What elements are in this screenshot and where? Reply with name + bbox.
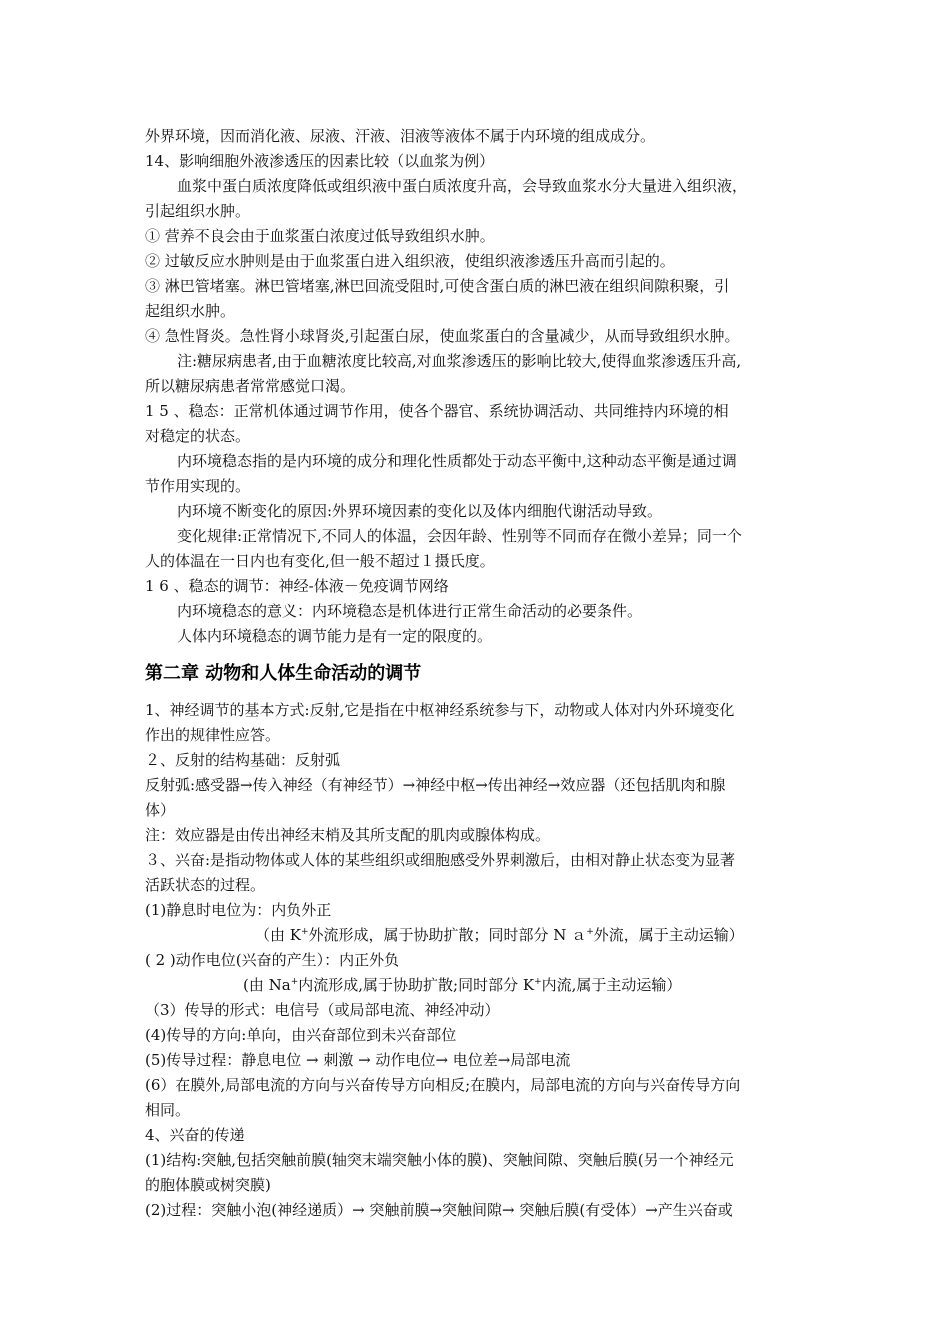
text-line: 内环境稳态指的是内环境的成分和理化性质都处于动态平衡中,这种动态平衡是通过调 [177,452,737,470]
text-line: 血浆中蛋白质浓度降低或组织液中蛋白质浓度升高，会导致血浆水分大量进入组织液， [177,177,748,195]
list-item: ② 过敏反应水肿则是由于血浆蛋白进入组织液，使组织液渗透压升高而引起的。 [145,252,675,270]
text-line: 相同。 [145,1101,191,1119]
text-segment: (由 Na [243,976,291,994]
chapter-heading: 第二章 动物和人体生命活动的调节 [145,663,422,684]
list-item: ③ 淋巴管堵塞。淋巴管堵塞,淋巴回流受阻时,可使含蛋白质的淋巴液在组织间隙积聚，引 [145,277,730,295]
text-segment: 内流形成,属于协助扩散;同时部分 K [298,976,535,994]
text-line: 体） [145,801,176,819]
section-14-heading: 14、影响细胞外液渗透压的因素比较（以血浆为例） [145,152,495,170]
text-line: 的胞体膜或树突膜) [145,1176,271,1194]
text-line: ３、兴奋:是指动物体或人体的某些组织或细胞感受外界刺激后，由相对静止状态变为显著 [145,851,736,869]
text-line: (6）在膜外,局部电流的方向与兴奋传导方向相反;在膜内，局部电流的方向与兴奋传导方向 [145,1076,741,1094]
text-line: ２、反射的结构基础：反射弧 [145,751,341,769]
section-15-heading: 1 5 、稳态：正常机体通过调节作用，使各个器官、系统协调活动、共同维持内环境的相 [145,402,729,420]
text-line: 4、兴奋的传递 [145,1126,245,1144]
text-line: 作出的规律性应答。 [145,726,281,744]
text-line: 外界环境，因而消化液、尿液、汗液、泪液等液体不属于内环境的组成成分。 [145,127,656,145]
text-line: 变化规律:正常情况下,不同人的体温，会因年龄、性别等不同而存在微小差异；同一个 [177,527,742,545]
text-line: 引起组织水肿。 [145,202,251,220]
text-line: (1)结构:突触,包括突触前膜(轴突末端突触小体的膜)、突触间隙、突触后膜(另一个神经元 [145,1151,734,1169]
note-line: 注:糖尿病患者,由于血糖浓度比较高,对血浆渗透压的影响比较大,使得血浆渗透压升高, [177,352,742,370]
text-line: 反射弧:感受器→传入神经（有神经节）→神经中枢→传出神经→效应器（还包括肌肉和腺 [145,776,726,794]
text-line: ( 2 )动作电位(兴奋的产生）：内正外负 [145,951,400,969]
text-line: (5)传导过程：静息电位 → 刺激 → 动作电位→ 电位差→局部电流 [145,1051,571,1069]
text-line: 对稳定的状态。 [145,427,251,445]
superscript: + [534,977,542,987]
text-line: （3）传导的形式：电信号（或局部电流、神经冲动） [145,1001,500,1019]
text-line: (4)传导的方向:单向，由兴奋部位到未兴奋部位 [145,1026,457,1044]
text-line: 1、神经调节的基本方式:反射,它是指在中枢神经系统参与下，动物或人体对内外环境变化 [145,701,735,719]
list-item: ④ 急性肾炎。急性肾小球肾炎,引起蛋白尿，使血浆蛋白的含量减少，从而导致组织水肿。 [145,327,740,345]
text-line: 节作用实现的。 [145,477,251,495]
list-item: ① 营养不良会由于血浆蛋白浓度过低导致组织水肿。 [145,227,495,245]
text-line: 活跃状态的过程。 [145,876,266,894]
text-line: (1)静息时电位为：内负外正 [145,901,332,919]
text-line: 内环境稳态的意义：内环境稳态是机体进行正常生命活动的必要条件。 [177,602,643,620]
text-segment: （由 K [255,926,301,944]
superscript: + [300,927,309,937]
superscript: + [586,927,594,937]
text-segment: 外流形成，属于协助扩散；同时部分 N ａ [308,926,587,944]
note-line: 注：效应器是由传出神经末梢及其所支配的肌肉或腺体构成。 [145,826,551,844]
text-segment: 内流,属于主动运输） [541,976,682,994]
text-line: 人体内环境稳态的调节能力是有一定的限度的。 [177,627,493,645]
text-line: 内环境不断变化的原因:外界环境因素的变化以及体内细胞代谢活动导致。 [177,502,663,520]
text-line: 所以糖尿病患者常常感觉口渴。 [145,377,356,395]
text-line: 人的体温在一日内也有变化,但一般不超过１摄氏度。 [145,552,495,570]
section-16-heading: 1 6 、稳态的调节：神经-体液－免疫调节网络 [145,577,449,595]
superscript: + [290,977,299,987]
text-line [255,923,935,947]
text-segment: 外流，属于主动运输） [593,926,744,944]
text-line: 起组织水肿。 [145,302,236,320]
text-line: (2)过程：突触小泡(神经递质）→ 突触前膜→突触间隙→ 突触后膜(有受体）→产生兴奋或 [145,1201,733,1219]
text-line [243,973,923,997]
